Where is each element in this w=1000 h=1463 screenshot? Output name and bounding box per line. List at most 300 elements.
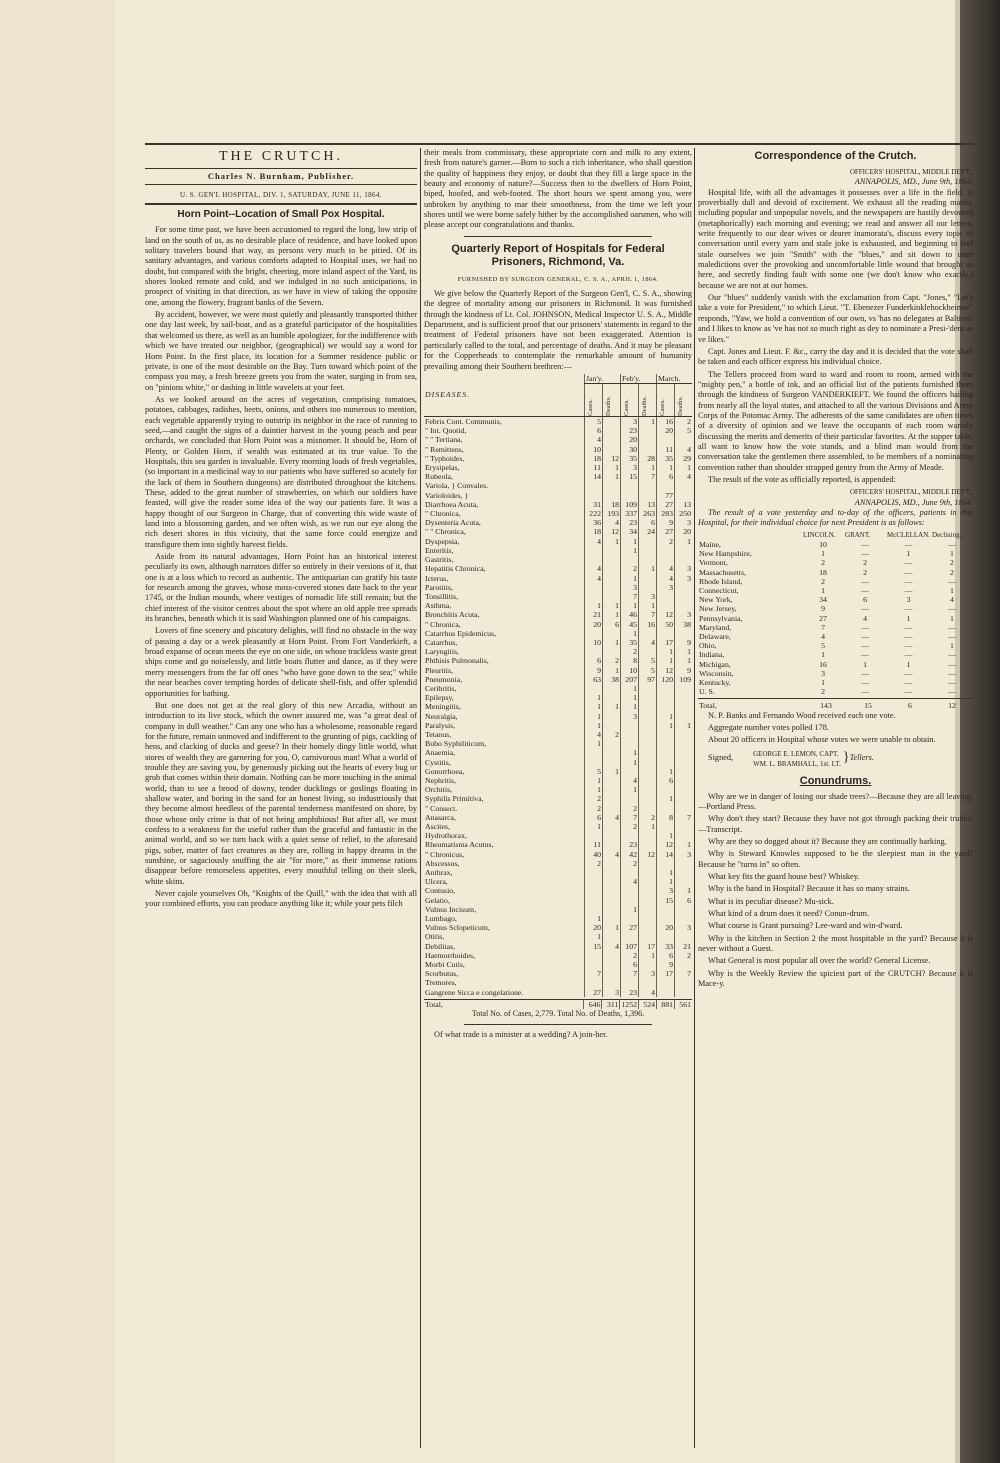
cell-value: 2: [585, 804, 603, 813]
row-label: Cystitis,: [425, 757, 451, 767]
cell-value: [675, 491, 693, 500]
cell-value: 1: [863, 659, 867, 669]
report-origin: OFFICERS' HOSPITAL, MIDDLE DEP'T.,: [849, 488, 973, 497]
article-heading: Horn Point--Location of Small Pox Hospital.: [177, 209, 385, 221]
disease-row: [424, 850, 692, 859]
row-label: Hydrothorax,: [425, 831, 467, 841]
disease-row: [424, 748, 692, 757]
row-label: Total,: [699, 701, 717, 711]
disease-row: [424, 721, 692, 730]
cell-value: 15: [621, 472, 639, 481]
cell-value: 1: [603, 472, 621, 481]
cell-value: [603, 721, 621, 730]
cell-value: 20: [621, 435, 639, 444]
cell-value: [675, 712, 693, 721]
disease-row: [424, 868, 692, 877]
cell-value: 4: [603, 850, 621, 859]
cell-value: 33: [657, 942, 675, 951]
cell-value: 207: [621, 675, 639, 684]
cell-value: [603, 435, 621, 444]
cell-value: 1252: [621, 999, 637, 1009]
cell-value: [639, 767, 657, 776]
article-paragraph: As we looked around on the acres of vegetation, comprising tomatoes, potatoes, cabbages, radishes, beets, onions, and others too numerous to mention, each vegetable apparently trying to outstrip its neighbor in the race of running to seed,—and caught the signs of a daintier harvest in the young peach and pear orchards, we concluded that Horn Point was a misnomer. It should be, Horn of Plenty, or Golden Horn, if wealth was estimated at its true value. To the Hospitals, this sea garden is invaluable. Every morning loads of fresh vegetables, (so important in a medicinal way to our patients who have suffered so acutely for the lack of them in Southern dungeons) are distributed throughout the kitchens. These, added to the great number of strawberries, on which our soldiers have feasted, will give the reader some idea of the way our patients fare. It was a happy thought of our Surgeon in Charge, that of converting this wide waste of land into a blossoming garden, and we often wish, as we run our eye along the rich desert shores in this vicinity, that the same force could energize and transfigure them into sightly harvest fields.: [145, 394, 417, 549]
disease-row: [424, 776, 692, 785]
row-label: Kentucky,: [699, 677, 731, 687]
cell-value: [621, 491, 639, 500]
cell-value: 263: [639, 509, 657, 518]
cell-value: 1: [675, 537, 693, 546]
cell-value: 14: [585, 472, 603, 481]
cell-value: —: [861, 650, 869, 660]
cell-value: [675, 859, 693, 868]
row-label: Rhode Island,: [699, 576, 743, 586]
cell-value: [603, 592, 621, 601]
cell-value: 1: [585, 822, 603, 831]
cell-value: [621, 896, 639, 905]
vote-note: About 20 officers in Hospital whose votes we were unable to obtain.: [708, 735, 936, 745]
disease-table-body: [424, 417, 692, 997]
conundrum-item: Why are we in danger of losing our shade trees?—Because they are all leaving.—Portland Press.: [698, 791, 973, 811]
cell-value: 107: [621, 942, 639, 951]
cell-value: [675, 601, 693, 610]
cell-value: [639, 905, 657, 914]
cell-value: 250: [675, 509, 693, 518]
cell-value: 1: [675, 721, 693, 730]
cell-value: [639, 546, 657, 555]
cell-value: [639, 555, 657, 564]
cell-value: [603, 426, 621, 435]
cell-value: 63: [585, 675, 603, 684]
cell-value: [603, 583, 621, 592]
cell-value: 1: [621, 905, 639, 914]
vote-row: [698, 614, 973, 623]
cell-value: [657, 905, 675, 914]
cell-value: [675, 914, 693, 923]
cell-value: 109: [675, 675, 693, 684]
vote-total-table: [698, 701, 973, 710]
cell-value: 1: [950, 613, 954, 623]
cell-value: [585, 951, 603, 960]
divider: [464, 1024, 652, 1025]
cell-value: 17: [657, 638, 675, 647]
cell-value: [675, 758, 693, 767]
cell-value: [675, 702, 693, 711]
disease-row: [424, 435, 692, 444]
disease-row: [424, 481, 692, 490]
cell-value: 20: [585, 923, 603, 932]
cell-value: —: [861, 549, 869, 559]
cell-value: 12: [657, 666, 675, 675]
cell-value: 6: [675, 896, 693, 905]
cell-value: [603, 564, 621, 573]
cell-value: [621, 914, 639, 923]
disease-row: [424, 592, 692, 601]
row-label: Wisconsin,: [699, 668, 734, 678]
cell-value: 38: [675, 620, 693, 629]
cell-value: 4: [950, 595, 954, 605]
row-label: Massachusetts,: [699, 567, 746, 577]
cell-value: [585, 629, 603, 638]
cell-value: 1: [821, 585, 825, 595]
cell-value: 1: [603, 638, 621, 647]
row-label: Ceribritis,: [425, 683, 457, 693]
cell-value: 17: [657, 969, 675, 978]
cell-value: 1: [585, 702, 603, 711]
cell-value: [675, 978, 693, 987]
cell-value: 4: [585, 730, 603, 739]
cell-value: [639, 537, 657, 546]
cell-value: 109: [621, 500, 639, 509]
row-label: Tremores,: [425, 978, 457, 988]
letter-origin: OFFICERS' HOSPITAL, MIDDLE DEP'T.,: [849, 168, 973, 176]
cell-value: 3: [675, 518, 693, 527]
tellers-label: Tellers.: [849, 753, 874, 763]
row-label: Michigan,: [699, 659, 731, 669]
article-paragraph: But one does not get at the real glory of this new Arcadia, without an introduction to its live stock, which the owner assured me, was "a great deal of company in dull weather." Can any one who has a wholesome, reasonable regard for the future, remain unmoved and indifferent to the grunting of pigs, cackling of hens, and clacking of ducks and geese? In their homely dingy little world, what stores of wealth they are garnering for you, O, carnivorous man! What a world of trouble they are saving you, by generously picking out the hearts of every bug or grub that comes within their domain. Nothing can be more touching in the animal world, than to see a brood of downy, tender ducklings or goslings floating in shallow water, and boring in the sand for an honest living, so industriously that they become almost heedless of the parental tenderness manifested on shore, by those whose only crime is that of not being amphibious! But after all, we must confess to a weakness for the useful rather than the graceful and fantastic in the animal world, and so we turn back with a quiet sense of relief, to the aforesaid pigs, sober, matter of fact creatures as they are, rolling in happy dreams in the sunshine, or sagaciously snuffing the air "for more," as their immense rations disappear before remorseless appetites, every mouthful telling on their sleek, white skins.: [145, 700, 417, 886]
cell-value: 4: [657, 564, 675, 573]
cell-value: 24: [639, 527, 657, 536]
cell-value: 1: [906, 659, 911, 669]
row-label: Gangrene Sicca e congelatione.: [425, 987, 524, 997]
cell-value: [621, 739, 639, 748]
vote-row: [698, 540, 973, 549]
disease-row: [424, 840, 692, 849]
disease-row: [424, 537, 692, 546]
disease-row: [424, 739, 692, 748]
row-label: Asthma,: [425, 601, 452, 611]
cell-value: [639, 896, 657, 905]
cell-value: 1: [621, 758, 639, 767]
cell-value: 3: [821, 668, 825, 678]
row-label: Anthrax,: [425, 868, 453, 877]
cell-value: 5: [639, 656, 657, 665]
cell-value: [639, 978, 657, 987]
cell-value: 7: [639, 472, 657, 481]
disease-row: [424, 500, 692, 509]
cell-value: 3: [675, 564, 693, 573]
cell-value: [675, 730, 693, 739]
conundrum-item: Why is the band in Hospital? Because it has so many strains.: [708, 884, 910, 894]
vote-row: [698, 669, 973, 678]
cell-value: —: [904, 668, 913, 678]
cell-value: —: [904, 539, 913, 549]
cell-value: [621, 767, 639, 776]
cell-value: [603, 629, 621, 638]
vote-row: [698, 623, 973, 632]
cell-value: [639, 721, 657, 730]
cell-value: 45: [621, 620, 639, 629]
signer-name: GEORGE E. LEMON, CAPT.: [753, 749, 839, 758]
cell-value: 1: [906, 613, 911, 623]
cell-value: 1: [621, 748, 639, 757]
vote-table: [698, 531, 973, 697]
cell-value: 10: [585, 638, 603, 647]
cell-value: 7: [675, 813, 693, 822]
cell-value: [603, 739, 621, 748]
disease-row: [424, 813, 692, 822]
row-label: New Jersey,: [699, 604, 737, 614]
row-label: Haemorrhoides,: [425, 950, 476, 960]
cell-value: 15: [864, 701, 872, 711]
cell-value: [657, 684, 675, 693]
cell-value: —: [904, 604, 913, 614]
cell-value: 21: [675, 942, 693, 951]
cell-value: 28: [639, 454, 657, 463]
cell-value: 7: [585, 969, 603, 978]
letter-paragraph: Our "blues" suddenly vanish with the exclamation from Capt. "Jones," "Let's take a vote for President," to which Lieut. "T. Ebenezer Funderkinklehockheimer" responds, "Yaw, we hold a convention of our own, vs 'has no delegates at Baltimo' and I likes to know as 've has not so much right as dey to nominate a Presi-'dent as ve likes.": [698, 293, 973, 344]
cell-value: [675, 868, 693, 877]
vote-note: Aggregate number votes polled 178.: [708, 722, 829, 732]
vote-row: [698, 678, 973, 687]
month-header: March.: [657, 374, 693, 384]
disease-row: [424, 574, 692, 583]
row-label: Dysenteria Acuta,: [425, 518, 481, 528]
cell-value: 27: [819, 613, 827, 623]
cell-value: 10: [819, 539, 827, 549]
cell-value: 2: [950, 558, 954, 568]
cell-value: 8: [657, 813, 675, 822]
cell-value: —: [861, 641, 869, 651]
cell-value: 143: [820, 701, 832, 711]
cell-value: 6: [585, 426, 603, 435]
cell-value: 1: [657, 868, 675, 877]
cell-value: 12: [639, 850, 657, 859]
conundrums-heading: Conundrums.: [799, 774, 872, 787]
cell-value: [657, 978, 675, 987]
disease-table: [424, 374, 692, 997]
cell-value: 27: [657, 527, 675, 536]
cell-value: 561: [675, 1000, 693, 1009]
cell-value: [585, 868, 603, 877]
cell-value: [603, 555, 621, 564]
cell-value: 5: [675, 426, 693, 435]
cell-value: [639, 785, 657, 794]
row-label: U. S.: [699, 687, 715, 697]
cell-value: [657, 730, 675, 739]
cell-value: 12: [603, 454, 621, 463]
disease-row: [424, 896, 692, 905]
cell-value: [603, 785, 621, 794]
row-label: Abscessus,: [425, 858, 460, 868]
cell-value: 524: [639, 1000, 657, 1009]
row-label: Ohio,: [699, 641, 717, 651]
cell-value: [675, 693, 693, 702]
cell-value: 1: [639, 564, 657, 573]
cell-value: 17: [639, 942, 657, 951]
cell-value: 1: [585, 776, 603, 785]
cell-value: [675, 988, 693, 997]
cell-value: 12: [657, 840, 675, 849]
disease-row: [424, 693, 692, 702]
cell-value: 1: [821, 650, 825, 660]
cell-value: [585, 684, 603, 693]
cell-value: 2: [585, 794, 603, 803]
cell-value: —: [861, 585, 869, 595]
cell-value: 283: [657, 509, 675, 518]
cell-value: [585, 592, 603, 601]
cell-value: [657, 601, 675, 610]
cell-value: [675, 435, 693, 444]
deaths-header: Deaths.: [605, 396, 612, 417]
cell-value: 1: [675, 463, 693, 472]
cell-value: 1: [639, 951, 657, 960]
cell-value: 3: [906, 595, 911, 605]
vote-row: [698, 604, 973, 613]
cell-value: [603, 794, 621, 803]
report-footer: Total No. of Cases, 2,779. Total No. of Deaths, 1,396.: [471, 1009, 645, 1019]
row-label: Debilitas,: [425, 941, 456, 951]
cell-value: 11: [657, 445, 675, 454]
cell-value: 1: [657, 463, 675, 472]
cell-value: 1: [603, 537, 621, 546]
row-label: Variola, } Convales.: [425, 481, 489, 491]
cell-value: 27: [621, 923, 639, 932]
cell-value: [675, 546, 693, 555]
cell-value: 1: [603, 601, 621, 610]
disease-row: [424, 702, 692, 711]
row-label: Tetanus,: [425, 729, 452, 739]
deaths-header: Deaths.: [641, 396, 648, 417]
cell-value: 6: [863, 595, 867, 605]
cell-value: 1: [603, 923, 621, 932]
vote-row: [698, 632, 973, 641]
cell-value: 2: [603, 656, 621, 665]
row-label: Scorbutus,: [425, 969, 459, 979]
cell-value: 3: [603, 988, 621, 997]
cell-value: 193: [603, 509, 621, 518]
cell-value: —: [948, 677, 956, 687]
vote-row: [698, 586, 973, 595]
cell-value: 3: [639, 592, 657, 601]
cell-value: 3: [675, 850, 693, 859]
letter-paragraph: Hospital life, with all the advantages it possesses over a life in the field, is proverbially dull and devoid of excitement. We exhaust all the reading matter, including popular and unpopular novels, and the newspapers are hastily devoured (metaphorically) each morning and evening; we read and answer all our letters, write frequently to our dear wives or dearer inamorata's, discuss every topic of conversation until every yarn and stale joke is exhausted, and beginning to feel stale ourselves we join "Smith" with the "blues," and sit down to utter maledictions over the provoking and uncomfortable little wound that brought us here, and secretly finding fault with some one (we don't know who exactly,) because we are not at our homes.: [698, 187, 973, 290]
cell-value: [621, 831, 639, 840]
cell-value: 1: [621, 546, 639, 555]
cell-value: [657, 555, 675, 564]
cell-value: [639, 758, 657, 767]
cell-value: 1: [585, 785, 603, 794]
row-label: Vulnus Sclopeticum,: [425, 923, 490, 933]
cell-value: [639, 923, 657, 932]
row-label: " " Tertiana,: [425, 435, 463, 445]
row-label: Catarrhus,: [425, 637, 458, 647]
cell-value: [585, 546, 603, 555]
disease-row: [424, 969, 692, 978]
cell-value: [603, 417, 621, 427]
cell-value: 6: [657, 472, 675, 481]
cell-value: 1: [950, 549, 954, 559]
row-label: Dyspepsia,: [425, 536, 460, 546]
cell-value: [657, 702, 675, 711]
cell-value: [657, 932, 675, 941]
cell-value: 1: [639, 822, 657, 831]
cell-value: 7: [621, 969, 639, 978]
cell-value: 3: [621, 712, 639, 721]
disease-row: [424, 601, 692, 610]
vote-row: [698, 650, 973, 659]
cell-value: [603, 748, 621, 757]
row-label: Febris Cont. Communis,: [425, 417, 502, 427]
cell-value: [603, 951, 621, 960]
cell-value: 1: [821, 549, 825, 559]
cell-value: [603, 896, 621, 905]
row-label: " Typhoides,: [425, 453, 465, 463]
disease-row: [424, 942, 692, 951]
cell-value: 1: [585, 693, 603, 702]
row-label: Tonsillitis,: [425, 591, 459, 601]
column-3: Correspondence of the Crutch. OFFICERS' HOSPITAL, MIDDLE DEP'T., ANNAPOLIS, MD., June 9th, 1864. Hospital life, with all the advantages it possesses over a life in the field, is proverbially dull and devoid of excitement. We exhaust all the reading matter, including popular and unpopular novels, and the newspapers are hastily devoured (metaphorically) each morning and evening; we read and answer all our letters, write frequently to our dear wives or dearer inamorata's, discuss every topic of conversation until every yarn and stale joke is exhausted, and beginning to feel stale ourselves we join "Smith" with the "blues," and sit down to utter maledictions over the provoking and uncomfortable little wound that brought us here, and secretly finding fault with some one (we don't know who exactly,) because we are not at our homes. Our "blues" suddenly vanish with the exclamation from Capt. "Jones," "Let's take a vote for President," to which Lieut. "T. Ebenezer Funderkinklehockheimer" responds, "Yaw, we hold a convention of our own, vs 'has no delegates at Baltimo' and I likes to know as 've has not so much right as dey to nominate a Presi-'dent as ve likes." Capt. Jones and Lieut. F. &c., carry the day and it is decided that the vote shall be taken and each officer express his individual choice. The Tellers proceed from ward to ward and room to room, armed with the "mighty pen," a bottle of ink, and an official list of the patients furnished them through the kindness of Surgeon VANDERKIEFT. We found the officers hailing from nearly all the loyal states, and attached to all the various Divisions and Army Corps of the Potomac Army. The adherents of the same candidates are often times of a diversity of opinion and we leave the occupants of each room warmly discussing the merits and demerits of their particular favorites. At the supper table, all want to know how the vote stands, and a blind man would from the conversation take the gentlemen there assembled, to be members of a nominating convention rather than shoulder strapped gentry from the Army of Meade. The result of the vote as officially reported, is appended: OFFICERS' HOSPITAL, MIDDLE DEP'T., ANNAPOLIS, MD., June 9th, 1864. The result of a vote yesterday and to-day of the officers, patients in this Hospital, for their individual choice for next President is as follows: LINCOLN. GRANT. McCLELLAN. Declining. Maine, 10 — — — New Hampshire, 1 — 1 1 Vermont, 2 2 — 2 Massachusetts, 18 2 — 2 Rhode Island, 2 — — — Connecticut, 1 — — 1 New York, 34 6 3 4 New Jersey, 9 — — — Pennsylvania, 27 4 1 1 Maryland, 7 — — — Delaware, 4 — — — Ohio, 5 — — 1 Indiana, 1 — — — Michigan, 16 1 1 — Wisconsin, 3 — — — Kentucky, 1 — — — U. S. 2 — — — Total, 143 15 6 12 N. P. Banks and Fernando Wood received each one vote. Aggregate number votes polled 178. About 20 officers in Hospital whose votes we were unable to obtain. Signed, GEORGE E. LEMON, CAPT. WM. L. BRAMHALL, 1st. LT. } Tellers. Conundrums. Why are we in danger of losing our shade trees?—Because they are all leaving.—Portland Press. Why don't they start? Because they have not got through packing their trunks.—Transcript. Why are they so dogged about it? Because they are continually barking. Why is Steward Knowles supposed to be the sleepiest man in the yard? Because he "turns in" so often. What key fits the guard house best? Whiskey. Why is the band in Hospital? Because it has so many strains. What is its peculiar disease? Mu-sick. What kind of a drum does it need? Conun-drum. What course is Grant pursuing? Lee-ward and win-d'ward. Why is the kitchen in Section 2 the most hospitable in the yard? Because it is never without a Guest. What General is most popular all over the world? General License. Why is the Weekly Review the spiciest part of the CRUTCH? Because it is Mace-y.: [698, 150, 973, 989]
cell-value: [639, 435, 657, 444]
cell-value: [603, 574, 621, 583]
cell-value: —: [904, 567, 913, 577]
cell-value: [639, 831, 657, 840]
cell-value: [603, 822, 621, 831]
cell-value: 1: [603, 666, 621, 675]
cell-value: —: [904, 576, 913, 586]
cell-value: [675, 684, 693, 693]
cell-value: 77: [657, 491, 675, 500]
cell-value: [603, 914, 621, 923]
cell-value: 18: [603, 500, 621, 509]
cell-value: 1: [603, 767, 621, 776]
cell-value: 11: [585, 463, 603, 472]
letter-paragraph: The result of the vote as officially reported, is appended:: [708, 474, 896, 484]
cell-value: —: [948, 539, 956, 549]
cell-value: [657, 693, 675, 702]
cell-value: [621, 868, 639, 877]
cell-value: 6: [639, 518, 657, 527]
cell-value: [639, 794, 657, 803]
disease-row: [424, 656, 692, 665]
cell-value: [603, 804, 621, 813]
cell-value: [603, 886, 621, 895]
cell-value: 2: [621, 804, 639, 813]
disease-row: [424, 666, 692, 675]
cell-value: [621, 978, 639, 987]
row-label: Syphilis Primitiva,: [425, 794, 484, 804]
row-label: Varioloides, }: [425, 490, 469, 500]
article-paragraph: Lovers of fine scenery and piscatory delights, will find no obstacle in the way of passing a day or a week pleasantly at Horn Point. From Fort Vanderkieft, a broad expanse of ocean meets the eye on one side, on whose trackless waste great ships come and go noiselessly, and little boats flutter and dance, as if they were merry messengers from the far off ones "who have gone down to the sea;" while the near beaches cover tempting hordes of delicate shell-fish, and offer splendid opportunities for bathing.: [145, 626, 417, 698]
cell-value: 1: [603, 610, 621, 619]
cell-value: 7: [675, 969, 693, 978]
cell-value: 4: [675, 472, 693, 481]
cell-value: 3: [675, 574, 693, 583]
disease-row: [424, 638, 692, 647]
cell-value: [639, 877, 657, 886]
cell-value: 2: [585, 859, 603, 868]
cell-value: 3: [675, 610, 693, 619]
month-header: Jan'y.: [585, 374, 621, 384]
cell-value: 881: [657, 1000, 675, 1009]
cell-value: 5: [639, 666, 657, 675]
cell-value: [639, 960, 657, 969]
cell-value: 2: [675, 951, 693, 960]
cell-value: 34: [621, 527, 639, 536]
cell-value: [603, 712, 621, 721]
cell-value: [603, 868, 621, 877]
cell-value: 2: [657, 537, 675, 546]
disease-row: [424, 960, 692, 969]
cell-value: [585, 831, 603, 840]
cell-value: [675, 583, 693, 592]
cell-value: 1: [639, 417, 657, 427]
cell-value: [639, 481, 657, 490]
cell-value: [675, 785, 693, 794]
cell-value: 1: [906, 549, 911, 559]
disease-row: [424, 859, 692, 868]
cell-value: [675, 960, 693, 969]
cell-value: [657, 804, 675, 813]
